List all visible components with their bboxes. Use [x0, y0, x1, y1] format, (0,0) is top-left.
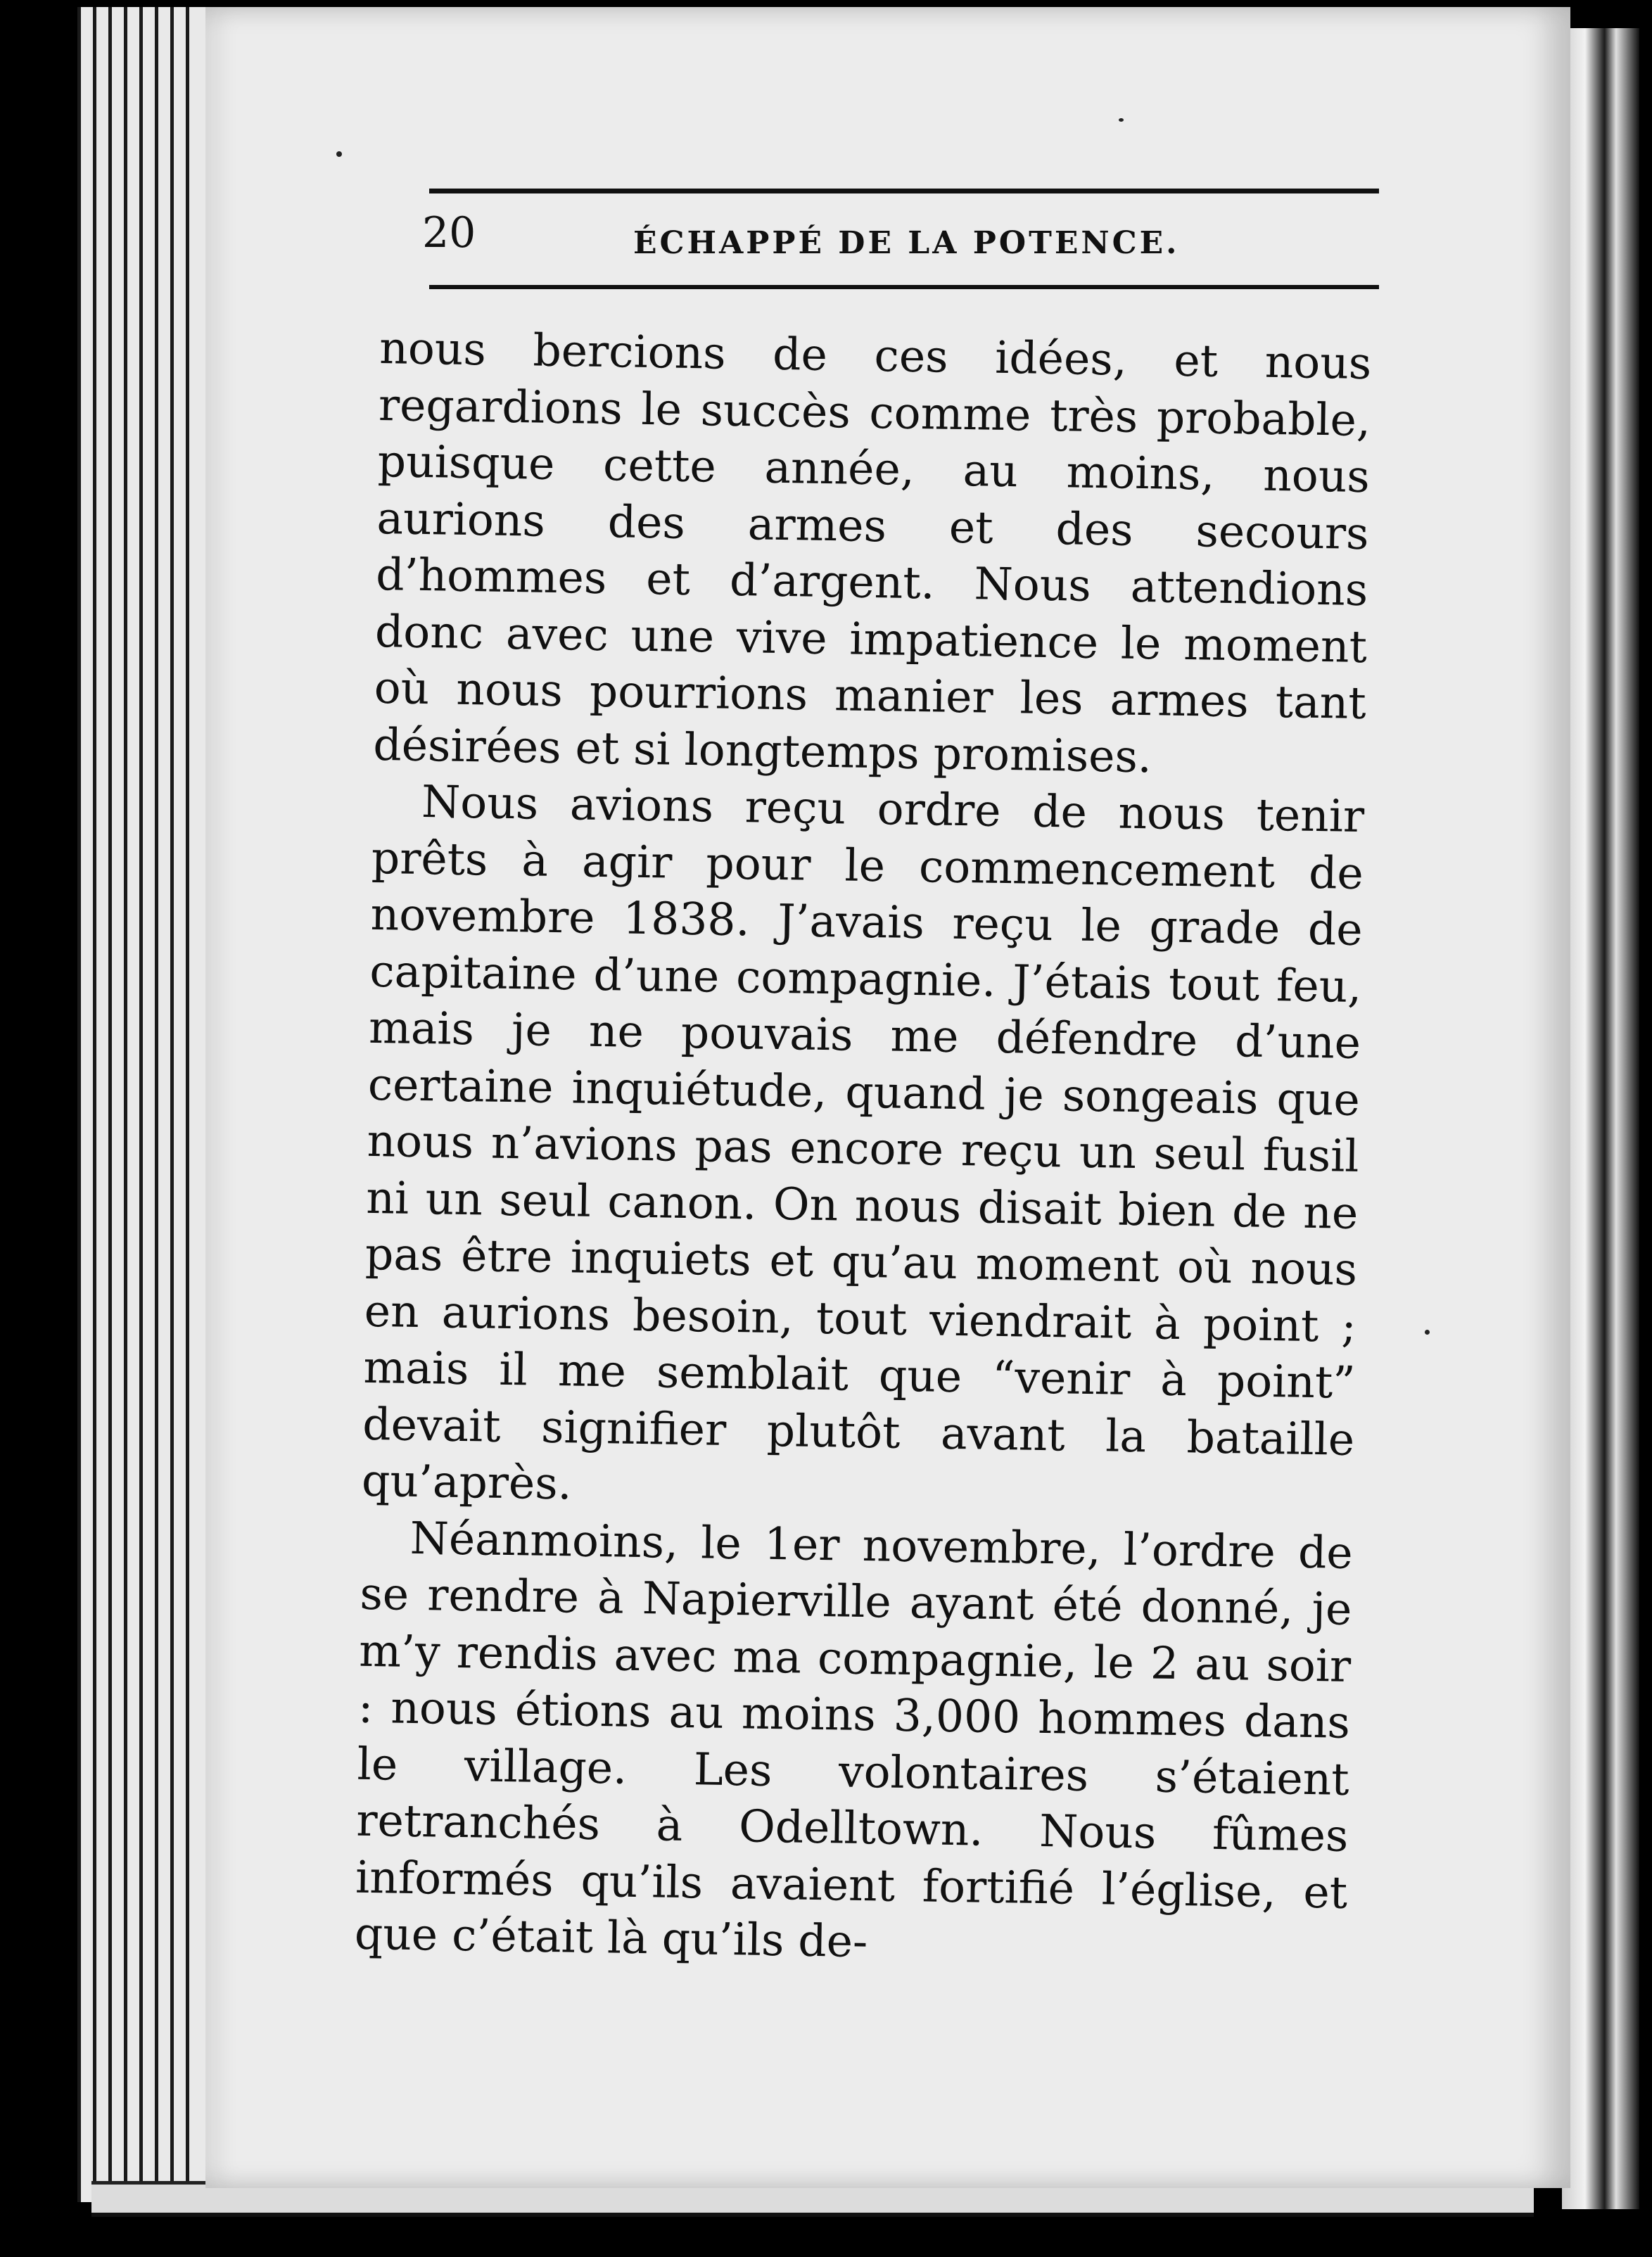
- running-title: ÉCHAPPÉ DE LA POTENCE.: [633, 225, 1180, 261]
- header-rule-bottom: [429, 285, 1379, 289]
- page-right-edge: [1562, 28, 1639, 2209]
- paragraph: Nous avions reçu ordre de nous tenir prêts à agir pour le commencement de novembre 1838. J’avais reçu le grade de capitaine d’une compagnie. J’étais tout feu, mais je ne pouvais me défendre d’une certaine inquiétude, quand je songeais que nous n’avions pas encore reçu un seul fusil ni un seul canon. On nous disait bien de ne pas être inquiets et qu’au moment où nous en aurions besoin, tout viendrait à point ; mais il me semblait que “venir à point” devait signifier plutôt avant la bataille qu’après.: [361, 776, 1365, 1510]
- paragraph: nous bercions de ces idées, et nous regardions le succès comme très probable, puisque cette année, au moins, nous aurions des armes et des secours d’hommes et d’argent. Nous attendions donc avec une vive impatience le moment où nous pourrions manier les armes tant désirées et si longtemps promises.: [372, 322, 1372, 782]
- ink-speck: [1119, 118, 1124, 122]
- body-text: [354, 320, 1371, 1978]
- ink-speck: [336, 151, 342, 157]
- ink-speck: [1425, 1330, 1430, 1335]
- running-head: [422, 204, 1379, 274]
- page-number: 20: [422, 208, 476, 258]
- header-rule-top: [429, 189, 1379, 193]
- paragraph: Néanmoins, le 1er novembre, l’ordre de se rendre à Napierville ayant été donné, je m’y rendis avec ma compagnie, le 2 au soir : nous étions au moins 3,000 hommes dans le village. Les volontaires s’étaient retranchés à Odelltown. Nous fûmes informés qu’ils avaient fortifié l’église, et que c’était là qu’ils de-: [354, 1512, 1354, 1968]
